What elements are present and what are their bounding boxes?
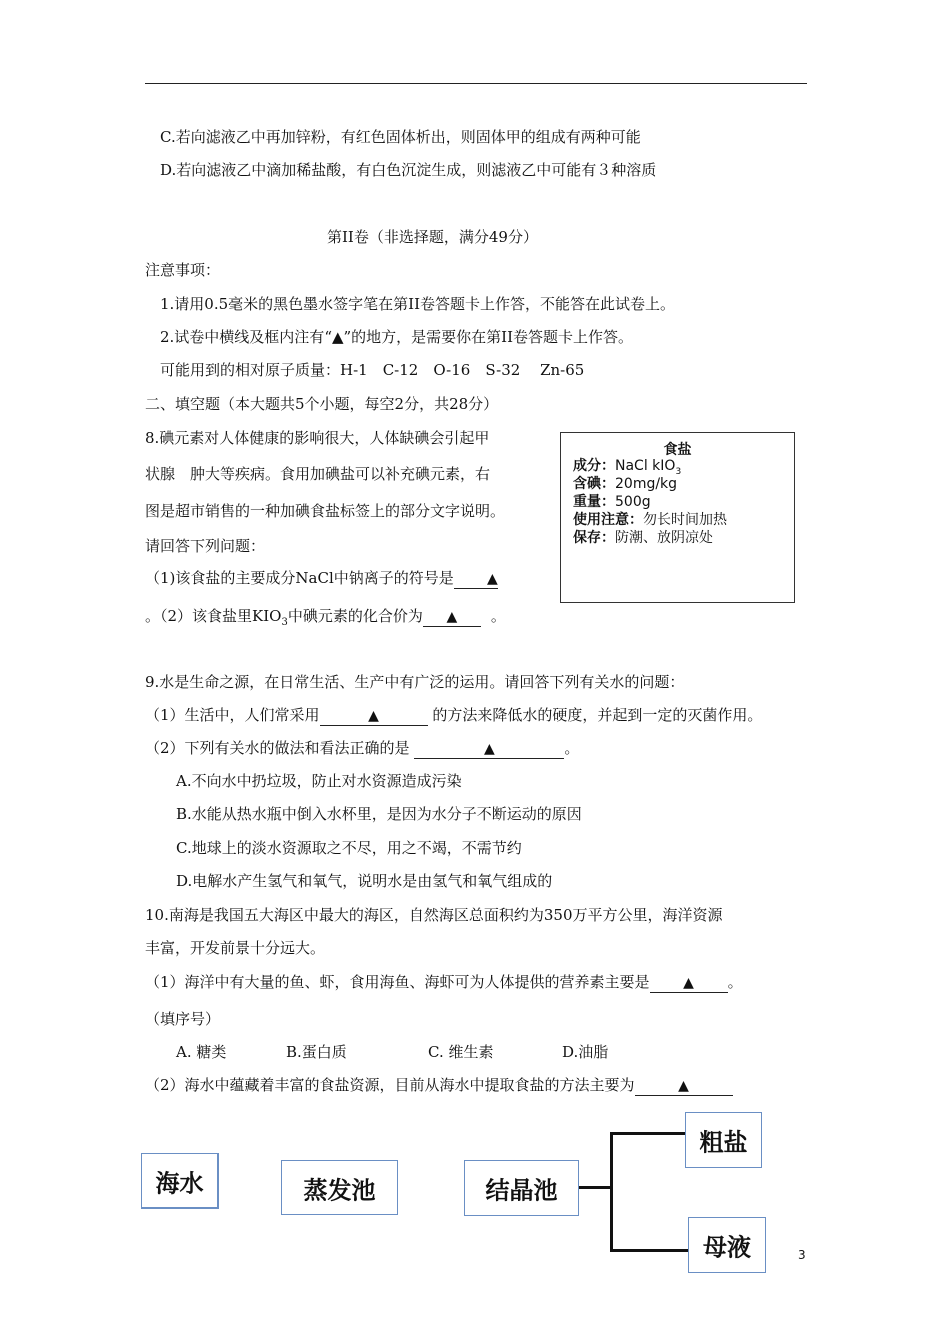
q10-line-1: 10.南海是我国五大海区中最大的海区，自然海区总面积约为350万平方公里，海洋资源	[145, 906, 723, 924]
salt-label-storage	[573, 529, 713, 547]
flow-label-crystallization: 结晶池	[485, 1176, 558, 1205]
storage-key: 保存：	[573, 530, 615, 546]
q9-sub-1-pre: （1）生活中，人们常采用	[145, 706, 320, 724]
notice-title: 注意事项：	[145, 261, 221, 279]
q9-sub-2-pre: （2）下列有关水的做法和看法正确的是	[145, 739, 415, 757]
q10-option-a: A. 糖类	[176, 1043, 227, 1061]
q10-option-d: D.油脂	[562, 1043, 609, 1061]
q10-sub-1-post: 。	[727, 973, 743, 991]
salt-label-iodine	[573, 475, 677, 493]
part-title: 二、填空题（本大题共5个小题，每空2分，共28分）	[145, 395, 499, 413]
flow-box-crystallization	[464, 1160, 579, 1216]
ingredients-key: 成分：	[573, 458, 615, 474]
q8-sub-1	[145, 568, 498, 589]
q9-stem: 9.水是生命之源，在日常生活、生产中有广泛的运用。请回答下列有关水的问题：	[145, 673, 685, 691]
connector-to-mother-liquor	[610, 1249, 688, 1252]
notice-item-2: 2.试卷中横线及框内注有“▲”的地方，是需要你在第II卷答题卡上作答。	[160, 328, 634, 346]
salt-label-title: 食盐	[663, 442, 692, 458]
weight-value: 500g	[615, 494, 651, 510]
atomic-mass-line: 可能用到的相对原子质量：H-1 C-12 O-16 S-32 Zn-65	[160, 361, 585, 379]
flow-box-crude-salt	[685, 1112, 762, 1168]
ingredients-subscript: 3	[675, 466, 682, 477]
q9-option-b: B.水能从热水瓶中倒入水杯里，是因为水分子不断运动的原因	[176, 805, 582, 823]
q10-option-b: B.蛋白质	[286, 1043, 347, 1061]
q8-sub-2-pre: 。（2）该食盐里KIO	[145, 607, 282, 625]
flow-label-mother-liquor: 母液	[703, 1233, 751, 1262]
q10-sub-1	[145, 972, 743, 993]
usage-key: 使用注意：	[573, 512, 643, 528]
flow-label-evaporation: 蒸发池	[303, 1176, 376, 1204]
notice-item-1: 1.请用0.5毫米的黑色墨水签字笔在第II卷答题卡上作答，不能答在此试卷上。	[160, 295, 676, 313]
flow-box-seawater	[141, 1153, 219, 1209]
flow-label-crude-salt: 粗盐	[699, 1128, 748, 1157]
connector-vertical	[610, 1132, 613, 1252]
ingredients-value: NaCl kIO	[615, 458, 676, 474]
q9-blank-1[interactable]: ▲	[320, 707, 428, 726]
connector-to-crude-salt	[610, 1132, 685, 1135]
usage-value: 勿长时间加热	[643, 512, 727, 528]
q8-line-2: 状腺 肿大等疾病。食用加碘盐可以补充碘元素，右	[145, 465, 491, 483]
flow-box-mother-liquor	[688, 1217, 766, 1273]
q9-option-d: D.电解水产生氢气和氧气，说明水是由氢气和氧气组成的	[176, 872, 553, 890]
q8-sub-2	[145, 606, 506, 633]
q8-line-3: 图是超市销售的一种加碘食盐标签上的部分文字说明。	[145, 502, 506, 520]
flow-box-evaporation	[281, 1160, 398, 1215]
q9-sub-2-post: 。	[564, 739, 580, 757]
option-d-prev: D.若向滤液乙中滴加稀盐酸，有白色沉淀生成，则滤液乙中可能有３种溶质	[160, 161, 657, 179]
q8-end: 。	[490, 607, 506, 625]
iodine-value: 20mg/kg	[615, 476, 678, 492]
q10-fill-note: （填序号）	[145, 1010, 221, 1028]
q8-line-4: 请回答下列问题：	[145, 537, 266, 555]
q10-blank-2[interactable]: ▲	[635, 1077, 733, 1096]
option-c-prev: C.若向滤液乙中再加锌粉，有红色固体析出，则固体甲的组成有两种可能	[160, 128, 641, 146]
storage-value: 防潮、放阴凉处	[615, 530, 713, 546]
salt-label-weight	[573, 493, 651, 511]
q8-sub-2-post: 中碘元素的化合价为	[287, 607, 423, 625]
q9-sub-1	[145, 705, 762, 726]
q8-sub-1-text: （1)该食盐的主要成分NaCl中钠离子的符号是	[145, 569, 454, 587]
q8-blank-2[interactable]: ▲	[423, 608, 481, 627]
salt-label-box	[560, 432, 795, 603]
connector-horizontal	[579, 1186, 612, 1189]
q9-option-c: C.地球上的淡水资源取之不尽，用之不竭，不需节约	[176, 839, 522, 857]
q9-sub-1-post: 的方法来降低水的硬度，并起到一定的灭菌作用。	[427, 706, 763, 724]
iodine-key: 含碘：	[573, 476, 615, 492]
q8-blank-1[interactable]: ▲	[454, 570, 498, 589]
weight-key: 重量：	[573, 494, 615, 510]
q10-sub-1-pre: （1）海洋中有大量的鱼、虾，食用海鱼、海虾可为人体提供的营养素主要是	[145, 973, 650, 991]
q9-option-a: A.不向水中扔垃圾，防止对水资源造成污染	[176, 772, 462, 790]
q9-sub-2	[145, 738, 579, 759]
flow-label-seawater: 海水	[155, 1169, 204, 1197]
q10-option-c: C. 维生素	[428, 1043, 494, 1061]
q8-line-1: 8.碘元素对人体健康的影响很大，人体缺碘会引起甲	[145, 429, 490, 447]
salt-label-usage	[573, 511, 727, 529]
q8-sub-2-subscript: 3	[281, 617, 288, 628]
section-title: 第II卷（非选择题，满分49分）	[327, 228, 538, 246]
header-rule	[145, 83, 807, 84]
q10-line-2: 丰富，开发前景十分远大。	[145, 939, 326, 957]
page-number: 3	[798, 1248, 806, 1262]
q10-sub-2-pre: （2）海水中蕴藏着丰富的食盐资源，目前从海水中提取食盐的方法主要为	[145, 1076, 635, 1094]
q10-sub-2	[145, 1075, 733, 1096]
q10-blank-1[interactable]: ▲	[650, 974, 728, 993]
q9-blank-2[interactable]: ▲	[414, 740, 564, 759]
